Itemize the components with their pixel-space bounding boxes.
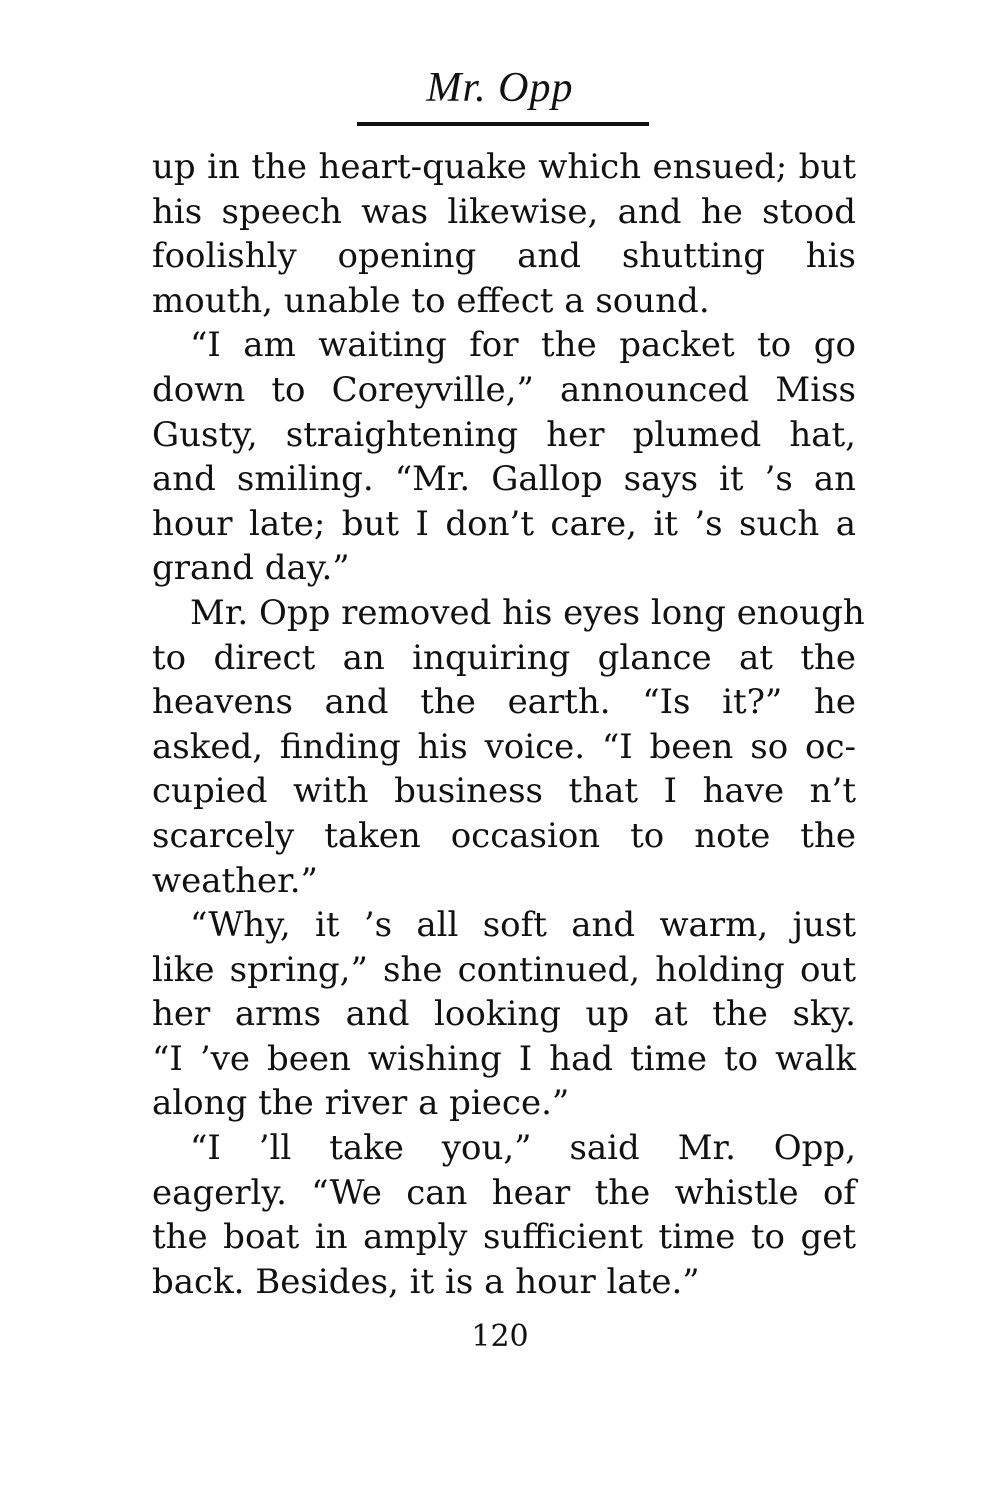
text-line: down to Coreyville,” announced Miss xyxy=(152,369,856,410)
text-line: heavens and the earth. “Is it?” he xyxy=(152,682,856,723)
text-line: his speech was likewise, and he stood xyxy=(152,191,856,232)
text-line: grand day.” xyxy=(152,548,350,589)
text-line: hour late; but I don’t care, it ’s such a xyxy=(152,503,856,544)
text-line: mouth, unable to effect a sound. xyxy=(152,280,710,321)
text-line: her arms and looking up at the sky. xyxy=(152,994,856,1035)
text-line: and smiling. “Mr. Gallop says it ’s an xyxy=(152,459,856,500)
text-line: eagerly. “We can hear the whistle of xyxy=(152,1172,856,1213)
running-head: Mr. Opp xyxy=(426,65,574,111)
text-line: to direct an inquiring glance at the xyxy=(152,637,856,678)
text-line: “I ’ve been wishing I had time to walk xyxy=(152,1038,856,1079)
text-line: asked, finding his voice. “I been so oc- xyxy=(152,726,856,767)
text-line: “I am waiting for the packet to go xyxy=(190,325,856,366)
text-block xyxy=(152,145,865,1304)
text-line: Mr. Opp removed his eyes long enough xyxy=(190,592,865,633)
text-line: scarcely taken occasion to note the xyxy=(152,815,856,856)
text-line: along the river a piece.” xyxy=(152,1083,570,1124)
text-line: like spring,” she continued, holding out xyxy=(152,949,856,990)
text-line: weather.” xyxy=(152,860,318,901)
text-line: “I ’ll take you,” said Mr. Opp, xyxy=(190,1128,856,1169)
page-number: 120 xyxy=(471,1319,529,1354)
running-head-rule xyxy=(357,122,649,126)
text-line: foolishly opening and shutting his xyxy=(152,236,856,277)
text-line: Gusty, straightening her plumed hat, xyxy=(152,414,856,455)
text-line: cupied with business that I have n’t xyxy=(152,771,856,812)
text-line: back. Besides, it is a hour late.” xyxy=(152,1261,700,1302)
text-line: the boat in amply sufficient time to get xyxy=(152,1217,856,1258)
text-line: up in the heart-quake which ensued; but xyxy=(152,147,856,187)
text-line: “Why, it ’s all soft and warm, just xyxy=(190,905,856,946)
